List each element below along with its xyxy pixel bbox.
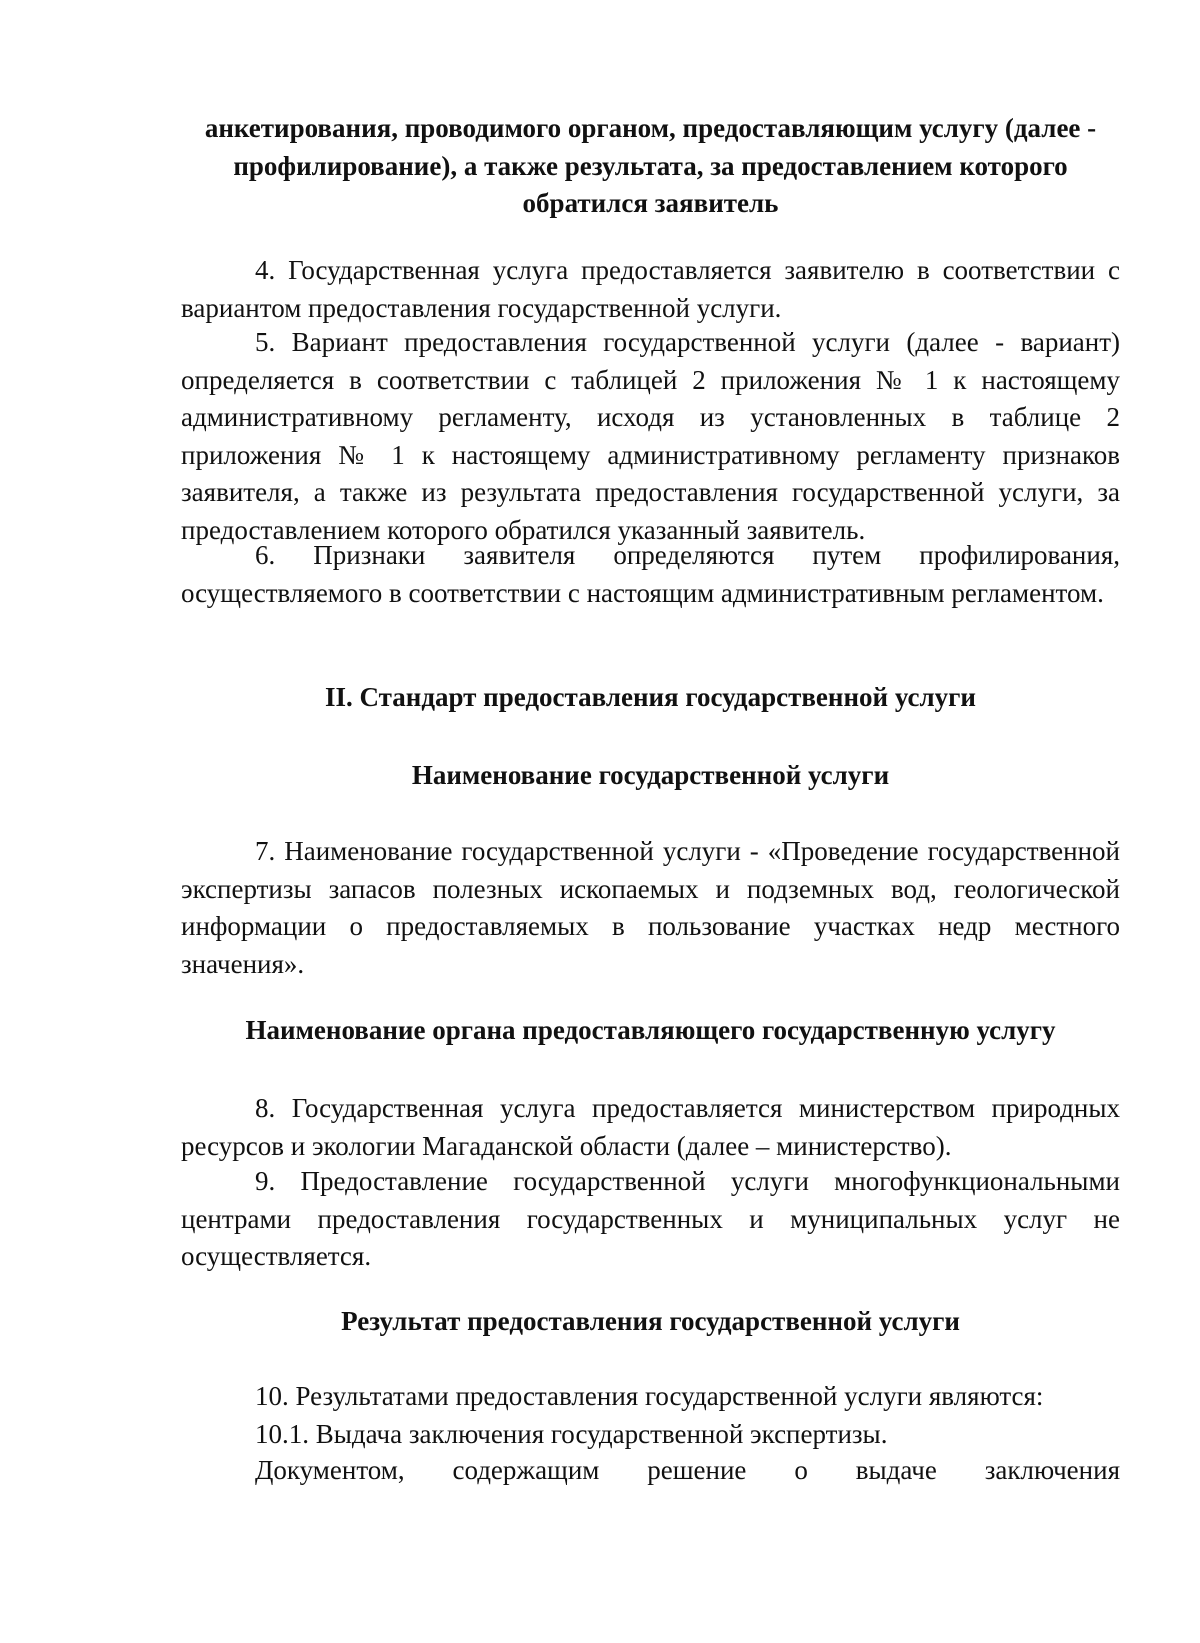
section-title: II. Стандарт предоставления государственной услуги [325,682,976,712]
subheading-authority: Наименование органа предоставляющего государственную услугу [245,1015,1056,1045]
paragraph-6: 6. Признаки заявителя определяются путем профилирования, осуществляемого в соответствии с настоящим административным регламентом. [181,540,1120,608]
paragraph-10-1: 10.1. Выдача заключения государственной экспертизы. [255,1419,888,1449]
intro-heading: анкетирования, проводимого органом, предоставляющим услугу (далее - профилирование), а также результата, за предоставлением которого обратился заявитель [204,113,1097,218]
paragraph-9: 9. Предоставление государственной услуги многофункциональными центрами предоставления государственных и муниципальных услуг не осуществляется. [181,1166,1120,1271]
paragraph-last: Документом, содержащим решение о выдаче заключения [255,1455,1120,1485]
paragraph-8: 8. Государственная услуга предоставляется министерством природных ресурсов и экологии Магаданской области (далее – министерство). [181,1093,1120,1161]
subheading-service-name: Наименование государственной услуги [411,760,890,790]
subheading-result: Результат предоставления государственной услуги [341,1306,960,1336]
paragraph-4: 4. Государственная услуга предоставляется заявителю в соответствии с вариантом предоставления государственной услуги. [181,255,1120,323]
paragraph-7: 7. Наименование государственной услуги - «Проведение государственной экспертизы запасов полезных ископаемых и подземных вод, геологической информации о предоставляемых в пользование участках недр местного значения». [181,836,1120,979]
paragraph-10: 10. Результатами предоставления государственной услуги являются: [255,1381,1044,1411]
paragraph-5: 5. Вариант предоставления государственной услуги (далее - вариант) определяется в соответствии с таблицей 2 приложения № 1 к настоящему административному регламенту, исходя из установленных в таблице 2 приложения № 1 к настоящему административному регламенту признаков заявителя, а также из результата предоставления государственной услуги, за предоставлением которого обратился указанный заявитель. [181,327,1120,545]
